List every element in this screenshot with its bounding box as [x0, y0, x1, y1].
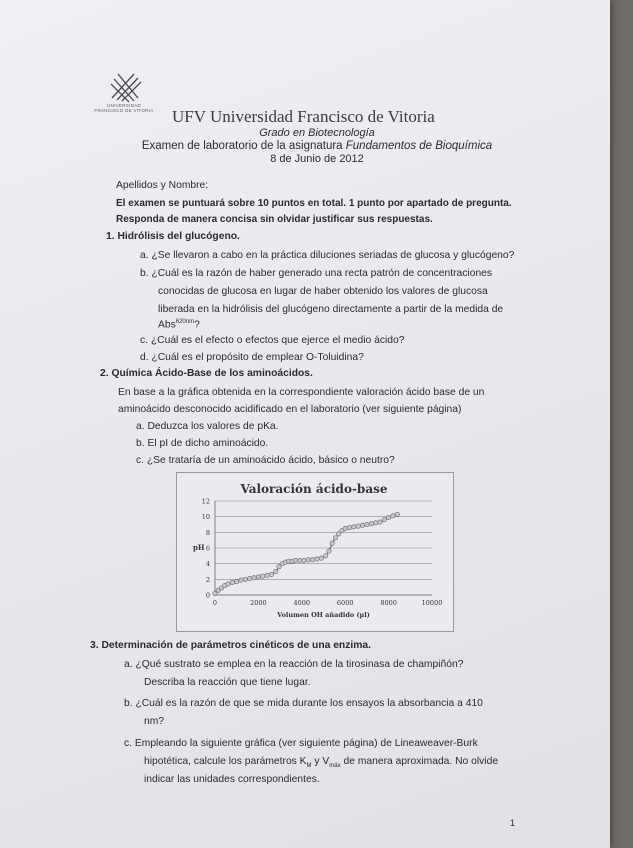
exam-date: 8 de Junio de 2012: [270, 153, 364, 165]
data-point: [265, 573, 269, 577]
data-point: [293, 558, 297, 562]
chart-title: Valoración ácido-base: [240, 482, 388, 496]
data-point: [395, 512, 399, 516]
question-1c: c. ¿Cuál es el efecto o efectos que ejerce el medio ácido?: [140, 335, 405, 346]
titration-chart: [176, 472, 454, 632]
question-3c-line-1: c. Empleando la siguiente gráfica (ver siguiente página) de Lineaweaver-Burk: [124, 738, 478, 749]
x-tick-label: 2000: [250, 599, 267, 607]
y-tick-label: 4: [205, 560, 210, 569]
x-tick-label: 4000: [293, 599, 311, 607]
university-name: UFV Universidad Francisco de Vitoria: [172, 107, 435, 126]
x-tick-label: 0: [212, 599, 218, 607]
data-point: [248, 576, 252, 580]
question-3a-line-1: a. ¿Qué sustrato se emplea en la reacción de la tirosinasa de champiñón?: [124, 659, 464, 670]
exam-title: Examen de laboratorio de la asignatura Fundamentos de Bioquímica: [141, 140, 493, 152]
data-point: [333, 536, 337, 540]
data-point: [373, 521, 377, 525]
name-field-label: Apellidos y Nombre:: [116, 180, 209, 191]
data-point: [306, 558, 310, 562]
question-1b-line-2: conocidas de glucosa en lugar de haber obtenido los valores de glucosa: [158, 286, 488, 297]
question-2a: a. Deduzca los valores de pKa.: [136, 421, 279, 432]
data-point: [386, 515, 390, 519]
data-point: [297, 558, 301, 562]
y-axis-label: pH: [193, 543, 205, 552]
instructions-line-1: El examen se puntuará sobre 10 puntos en total. 1 punto por apartado de pregunta.: [116, 198, 512, 209]
data-point: [261, 574, 265, 578]
question-2-intro-line-2: aminoácido desconocido acidificado en el laboratorio (ver siguiente página): [118, 404, 462, 415]
x-tick-label: 10000: [421, 599, 443, 607]
data-point: [382, 518, 386, 522]
y-tick-label: 6: [205, 544, 210, 553]
degree-title: Grado en Biotecnología: [259, 127, 375, 139]
question-3a-line-2: Describa la reacción que tiene lugar.: [144, 677, 311, 688]
data-point: [327, 549, 331, 553]
data-point: [323, 554, 327, 558]
titration-chart-svg: [177, 473, 453, 631]
data-point: [235, 579, 239, 583]
question-1-title: 1. Hidrólisis del glucógeno.: [106, 231, 240, 242]
data-point: [330, 541, 334, 545]
data-point: [347, 525, 351, 529]
logo-caption: UNIVERSIDAD FRANCISCO DE VITORIA: [94, 103, 154, 113]
data-point: [356, 524, 360, 528]
data-point: [302, 558, 306, 562]
question-3c-line-2: hipotética, calcule los parámetros $K_M$ y $V_{máx}$ de manera aproximada. No olvide: [144, 756, 499, 770]
x-tick-label: 8000: [380, 599, 397, 607]
data-point: [256, 575, 260, 579]
question-1b-line-1: b. ¿Cuál es la razón de haber generado una recta patrón de concentraciones: [140, 268, 493, 279]
data-point: [243, 577, 247, 581]
data-point: [252, 576, 256, 580]
question-2c: c. ¿Se trataría de un aminoácido ácido, básico o neutro?: [136, 455, 395, 466]
page-number: 1: [510, 818, 516, 828]
question-1d: d. ¿Cuál es el propósito de emplear O-Toluidina?: [140, 352, 364, 363]
x-axis-label: Volumen OH añadido (µl): [277, 611, 370, 619]
x-tick-label: 6000: [336, 599, 354, 607]
data-point: [343, 526, 347, 530]
data-point: [269, 572, 273, 576]
y-tick-label: 10: [201, 513, 210, 522]
data-point: [230, 580, 234, 584]
question-2-intro-line-1: En base a la gráfica obtenida en la correspondiente valoración ácido base de un: [118, 387, 485, 398]
data-point: [365, 522, 369, 526]
question-3c-line-3: indicar las unidades correspondientes.: [144, 774, 320, 785]
data-point: [369, 522, 373, 526]
question-1a: a. ¿Se llevaron a cabo en la práctica diluciones seriadas de glucosa y glucógeno?: [140, 250, 515, 261]
instructions-line-2: Responda de manera concisa sin olvidar justificar sus respuestas.: [116, 214, 433, 225]
data-point: [352, 525, 356, 529]
data-point: [226, 582, 230, 586]
y-tick-label: 0: [205, 591, 210, 600]
y-tick-label: 12: [201, 497, 210, 506]
question-2-title: 2. Química Ácido-Base de los aminoácidos.: [100, 368, 313, 379]
university-logo-icon: [104, 68, 148, 104]
y-tick-label: 8: [205, 528, 210, 537]
data-point: [378, 520, 382, 524]
data-point: [274, 569, 278, 573]
question-3b-line-1: b. ¿Cuál es la razón de que se mida durante los ensayos la absorbancia a 410: [124, 698, 483, 709]
y-tick-label: 2: [205, 575, 210, 584]
data-point: [391, 514, 395, 518]
question-2b: b. El pI de dicho aminoácido.: [136, 438, 269, 449]
question-3-title: 3. Determinación de parámetros cinéticos de una enzima.: [90, 640, 371, 651]
data-point: [319, 556, 323, 560]
question-1b-line-3: liberada en la hidrólisis del glucógeno directamente a partir de la medida de: [158, 304, 504, 315]
question-3b-line-2: nm?: [144, 716, 165, 727]
data-point: [239, 578, 243, 582]
data-point: [315, 557, 319, 561]
question-1b-line-4: Abs$^{620nm}$?: [158, 319, 200, 331]
data-point: [310, 558, 314, 562]
data-point: [360, 523, 364, 527]
